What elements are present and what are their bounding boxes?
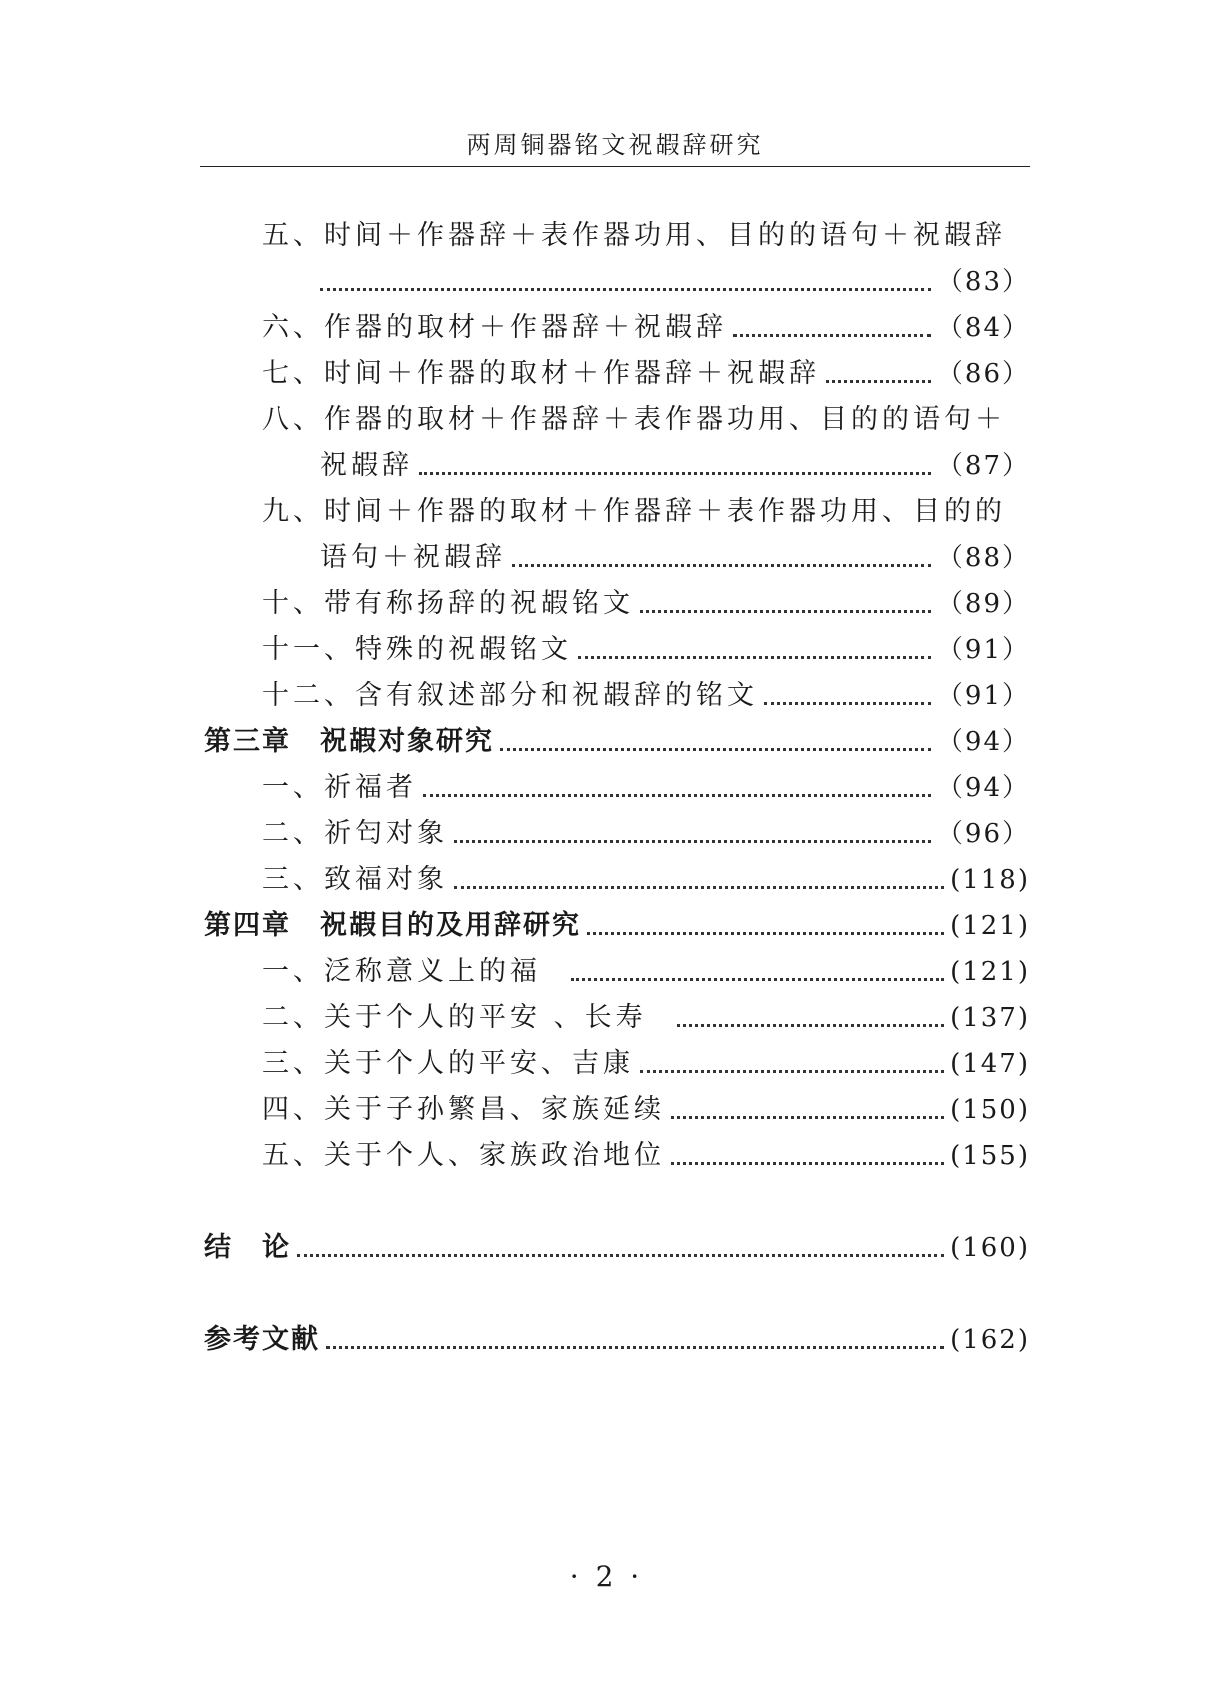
toc-page-number: (121) [950, 911, 1030, 941]
toc-entry [262, 1000, 1030, 1036]
dot-leader [587, 932, 944, 935]
toc-entry [320, 540, 1030, 576]
toc-entry [262, 678, 1030, 714]
dot-leader [578, 656, 931, 659]
page-number: · 2 · [569, 1560, 644, 1593]
toc-chapter-label: 第三章 祝嘏对象研究 [204, 726, 494, 757]
toc-entry-line: 八、作器的取材＋作器辞＋表作器功用、目的的语句＋ [262, 404, 1006, 435]
toc-page-number: (155) [950, 1141, 1030, 1171]
running-title: 两周铜器铭文祝嘏辞研究 [466, 131, 764, 159]
toc-page-number: (137) [950, 1003, 1030, 1033]
toc-entry [262, 1046, 1030, 1082]
toc-entry-label: 十二、含有叙述部分和祝嘏辞的铭文 [262, 680, 758, 711]
header-rule [200, 166, 1030, 167]
toc-page-number: （87） [936, 451, 1030, 481]
toc-entry-label: 六、作器的取材＋作器辞＋祝嘏辞 [262, 312, 727, 343]
toc-page-number: (118) [950, 865, 1030, 895]
toc-page-number: （91） [936, 681, 1030, 711]
dot-leader [677, 1024, 944, 1027]
toc-chapter [204, 1322, 1030, 1358]
toc-page-number: (162) [950, 1325, 1030, 1355]
toc-chapter-label: 结 论 [204, 1232, 291, 1263]
toc-entry [262, 862, 1030, 898]
toc-chapter [204, 1230, 1030, 1266]
toc-entry [262, 954, 1030, 990]
dot-leader [671, 1116, 944, 1119]
toc-entry-label: 二、关于个人的平安 、长寿 [262, 1002, 647, 1033]
toc-entry-label: 一、祈福者 [262, 772, 417, 803]
toc-page-number: （94） [936, 727, 1030, 757]
dot-leader [423, 794, 931, 797]
dot-leader [297, 1254, 944, 1257]
toc-chapter-label: 参考文献 [204, 1324, 320, 1355]
dot-leader [454, 886, 944, 889]
toc-page-number: (121) [950, 957, 1030, 987]
toc-page-number: （91） [936, 635, 1030, 665]
dot-leader [512, 564, 931, 567]
toc-page-number: （86） [936, 359, 1030, 389]
toc-entry-label: 十、带有称扬辞的祝嘏铭文 [262, 588, 634, 619]
toc-entry [320, 448, 1030, 484]
toc-entry-label: 二、祈匄对象 [262, 818, 448, 849]
toc-entry-label: 语句＋祝嘏辞 [320, 542, 506, 573]
dot-leader [640, 610, 931, 613]
dot-leader [826, 380, 931, 383]
toc-page-number: （83） [936, 267, 1030, 297]
dot-leader [571, 978, 944, 981]
dot-leader [454, 840, 931, 843]
toc-entry [262, 770, 1030, 806]
dot-leader [640, 1070, 944, 1073]
toc-entry [262, 356, 1030, 392]
toc-entry [320, 264, 1030, 300]
toc-entry [262, 816, 1030, 852]
toc-entry-label: 七、时间＋作器的取材＋作器辞＋祝嘏辞 [262, 358, 820, 389]
toc-page-number: (150) [950, 1095, 1030, 1125]
dot-leader [419, 472, 931, 475]
toc-page-number: (160) [950, 1233, 1030, 1263]
toc-entry-label: 三、关于个人的平安、吉康 [262, 1048, 634, 1079]
dot-leader [500, 748, 931, 751]
toc-page-number: （89） [936, 589, 1030, 619]
toc-chapter [204, 908, 1030, 944]
toc-page-number: （88） [936, 543, 1030, 573]
toc-page-number: （94） [936, 773, 1030, 803]
toc-entry-line: 五、时间＋作器辞＋表作器功用、目的的语句＋祝嘏辞 [262, 220, 1006, 251]
toc-chapter-label: 第四章 祝嘏目的及用辞研究 [204, 910, 581, 941]
toc-entry-label: 五、关于个人、家族政治地位 [262, 1140, 665, 1171]
dot-leader [671, 1162, 944, 1165]
toc-chapter [204, 724, 1030, 760]
toc-entry-label: 十一、特殊的祝嘏铭文 [262, 634, 572, 665]
toc-entry-label: 三、致福对象 [262, 864, 448, 895]
dot-leader [764, 702, 931, 705]
dot-leader [733, 334, 931, 337]
toc-entry [262, 1138, 1030, 1174]
toc-entry-label: 一、泛称意义上的福 [262, 956, 541, 987]
toc-page-number: (147) [950, 1049, 1030, 1079]
toc-page-number: （84） [936, 313, 1030, 343]
toc-entry-label: 四、关于子孙繁昌、家族延续 [262, 1094, 665, 1125]
toc-page-number: （96） [936, 819, 1030, 849]
toc-entry-label: 祝嘏辞 [320, 450, 413, 481]
dot-leader [320, 288, 931, 291]
toc-entry [262, 1092, 1030, 1128]
toc-entry [262, 632, 1030, 668]
toc-entry [262, 310, 1030, 346]
dot-leader [326, 1346, 944, 1349]
toc-entry-line: 九、时间＋作器的取材＋作器辞＋表作器功用、目的的 [262, 496, 1006, 527]
toc-entry [262, 586, 1030, 622]
